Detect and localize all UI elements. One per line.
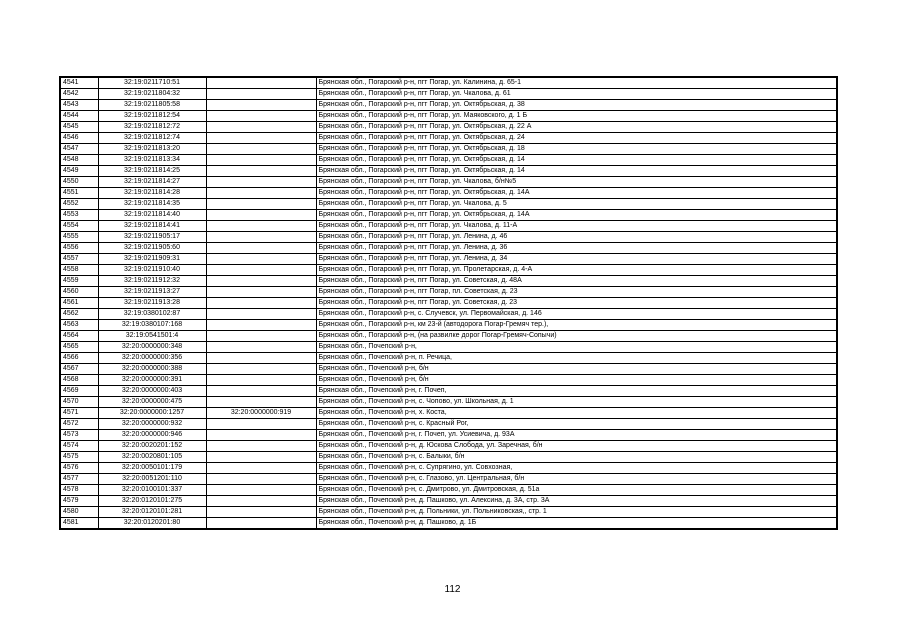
cadastral-number-cell: 32:19:0211812:54 [98, 111, 206, 122]
cadastral-number-cell: 32:19:0211814:27 [98, 177, 206, 188]
address-cell: Брянская обл., Погарский р-н, пгт Погар, ул. Чкалова, д. 61 [316, 89, 837, 100]
address-cell: Брянская обл., Почепский р-н, с. Балыки, б/н [316, 452, 837, 463]
previous-cadastral-number-cell [206, 287, 316, 298]
cadastral-number-cell: 32:20:0000000:391 [98, 375, 206, 386]
row-number-cell: 4574 [60, 441, 98, 452]
address-cell: Брянская обл., Почепский р-н, б/н [316, 375, 837, 386]
table-row [60, 463, 837, 474]
previous-cadastral-number-cell [206, 111, 316, 122]
table-row [60, 287, 837, 298]
previous-cadastral-number-cell [206, 77, 316, 89]
table-row [60, 77, 837, 89]
row-number-cell: 4559 [60, 276, 98, 287]
cadastral-number-cell: 32:20:0020801:105 [98, 452, 206, 463]
cadastral-number-cell: 32:19:0211805:58 [98, 100, 206, 111]
previous-cadastral-number-cell [206, 276, 316, 287]
address-cell: Брянская обл., Почепский р-н, д. Юскова Слобода, ул. Заречная, б/н [316, 441, 837, 452]
row-number-cell: 4572 [60, 419, 98, 430]
row-number-cell: 4544 [60, 111, 98, 122]
row-number-cell: 4546 [60, 133, 98, 144]
address-cell: Брянская обл., Погарский р-н, пгт Погар, ул. Калинина, д. 65-1 [316, 77, 837, 89]
row-number-cell: 4570 [60, 397, 98, 408]
cadastral-number-cell: 32:19:0211905:60 [98, 243, 206, 254]
table-row [60, 331, 837, 342]
address-cell: Брянская обл., Погарский р-н, пгт Погар, ул. Чкалова, д. 11-А [316, 221, 837, 232]
row-number-cell: 4565 [60, 342, 98, 353]
address-cell: Брянская обл., Почепский р-н, г. Почеп, [316, 386, 837, 397]
address-cell: Брянская обл., Погарский р-н, км 23-й (автодорога Погар-Гремяч тер.), [316, 320, 837, 331]
table-row [60, 485, 837, 496]
cadastral-number-cell: 32:20:0000000:388 [98, 364, 206, 375]
row-number-cell: 4547 [60, 144, 98, 155]
table-row [60, 111, 837, 122]
previous-cadastral-number-cell [206, 463, 316, 474]
table-row [60, 276, 837, 287]
row-number-cell: 4580 [60, 507, 98, 518]
row-number-cell: 4554 [60, 221, 98, 232]
row-number-cell: 4557 [60, 254, 98, 265]
page-number: 112 [444, 584, 461, 595]
cadastral-number-cell: 32:20:0000000:348 [98, 342, 206, 353]
address-cell: Брянская обл., Погарский р-н, с. Случевск, ул. Первомайская, д. 146 [316, 309, 837, 320]
address-cell: Брянская обл., Погарский р-н, пгт Погар, ул. Ленина, д. 46 [316, 232, 837, 243]
row-number-cell: 4549 [60, 166, 98, 177]
registry-table-body [60, 77, 837, 529]
cadastral-number-cell: 32:20:0020201:152 [98, 441, 206, 452]
table-row [60, 507, 837, 518]
row-number-cell: 4551 [60, 188, 98, 199]
table-row [60, 122, 837, 133]
table-row [60, 155, 837, 166]
table-row [60, 144, 837, 155]
row-number-cell: 4566 [60, 353, 98, 364]
previous-cadastral-number-cell [206, 100, 316, 111]
row-number-cell: 4558 [60, 265, 98, 276]
row-number-cell: 4573 [60, 430, 98, 441]
row-number-cell: 4576 [60, 463, 98, 474]
row-number-cell: 4571 [60, 408, 98, 419]
previous-cadastral-number-cell [206, 210, 316, 221]
cadastral-number-cell: 32:20:0000000:475 [98, 397, 206, 408]
address-cell: Брянская обл., Почепский р-н, б/н [316, 364, 837, 375]
cadastral-number-cell: 32:19:0211912:32 [98, 276, 206, 287]
previous-cadastral-number-cell [206, 133, 316, 144]
row-number-cell: 4542 [60, 89, 98, 100]
table-row [60, 199, 837, 210]
row-number-cell: 4552 [60, 199, 98, 210]
table-row [60, 221, 837, 232]
table-row [60, 254, 837, 265]
table-row [60, 265, 837, 276]
cadastral-number-cell: 32:19:0380102:87 [98, 309, 206, 320]
row-number-cell: 4564 [60, 331, 98, 342]
cadastral-number-cell: 32:19:0211814:41 [98, 221, 206, 232]
row-number-cell: 4579 [60, 496, 98, 507]
previous-cadastral-number-cell [206, 298, 316, 309]
previous-cadastral-number-cell [206, 485, 316, 496]
previous-cadastral-number-cell [206, 188, 316, 199]
address-cell: Брянская обл., Погарский р-н, пгт Погар, ул. Советская, д. 48А [316, 276, 837, 287]
address-cell: Брянская обл., Почепский р-н, д. Пашково, ул. Алексина, д. 3А, стр. 3А [316, 496, 837, 507]
address-cell: Брянская обл., Почепский р-н, п. Речица, [316, 353, 837, 364]
row-number-cell: 4562 [60, 309, 98, 320]
cadastral-number-cell: 32:19:0211813:34 [98, 155, 206, 166]
cadastral-number-cell: 32:20:0000000:932 [98, 419, 206, 430]
row-number-cell: 4561 [60, 298, 98, 309]
row-number-cell: 4569 [60, 386, 98, 397]
table-row [60, 177, 837, 188]
previous-cadastral-number-cell [206, 342, 316, 353]
previous-cadastral-number-cell [206, 265, 316, 276]
previous-cadastral-number-cell [206, 331, 316, 342]
previous-cadastral-number-cell [206, 353, 316, 364]
previous-cadastral-number-cell [206, 309, 316, 320]
previous-cadastral-number-cell [206, 518, 316, 530]
previous-cadastral-number-cell [206, 166, 316, 177]
cadastral-number-cell: 32:19:0211913:27 [98, 287, 206, 298]
cadastral-number-cell: 32:19:0211814:28 [98, 188, 206, 199]
row-number-cell: 4541 [60, 77, 98, 89]
row-number-cell: 4550 [60, 177, 98, 188]
table-row [60, 474, 837, 485]
previous-cadastral-number-cell [206, 199, 316, 210]
address-cell: Брянская обл., Погарский р-н, пгт Погар, ул. Пролетарская, д. 4-А [316, 265, 837, 276]
table-row [60, 364, 837, 375]
previous-cadastral-number-cell [206, 474, 316, 485]
address-cell: Брянская обл., Погарский р-н, пгт Погар, ул. Советская, д. 23 [316, 298, 837, 309]
previous-cadastral-number-cell [206, 386, 316, 397]
cadastral-number-cell: 32:20:0000000:946 [98, 430, 206, 441]
table-row [60, 298, 837, 309]
table-row [60, 397, 837, 408]
address-cell: Брянская обл., Погарский р-н, (на развилке дорог Погар-Гремяч-Сопычи) [316, 331, 837, 342]
cadastral-number-cell: 32:19:0211910:40 [98, 265, 206, 276]
table-row [60, 210, 837, 221]
address-cell: Брянская обл., Погарский р-н, пгт Погар, пл. Советская, д. 23 [316, 287, 837, 298]
address-cell: Брянская обл., Почепский р-н, д. Польники, ул. Польниковская,, стр. 1 [316, 507, 837, 518]
row-number-cell: 4581 [60, 518, 98, 530]
address-cell: Брянская обл., Погарский р-н, пгт Погар, ул. Октябрьская, д. 14 [316, 166, 837, 177]
cadastral-number-cell: 32:19:0211814:25 [98, 166, 206, 177]
table-row [60, 309, 837, 320]
cadastral-number-cell: 32:20:0000000:1257 [98, 408, 206, 419]
previous-cadastral-number-cell [206, 364, 316, 375]
table-row [60, 232, 837, 243]
cadastral-number-cell: 32:19:0211804:32 [98, 89, 206, 100]
previous-cadastral-number-cell [206, 232, 316, 243]
cadastral-number-cell: 32:20:0100101:337 [98, 485, 206, 496]
cadastral-number-cell: 32:20:0050101:179 [98, 463, 206, 474]
address-cell: Брянская обл., Почепский р-н, с. Дмитрово, ул. Дмитровская, д. 51а [316, 485, 837, 496]
address-cell: Брянская обл., Почепский р-н, д. Пашково, д. 1Б [316, 518, 837, 530]
address-cell: Брянская обл., Почепский р-н, с. Супрягино, ул. Совхозная, [316, 463, 837, 474]
address-cell: Брянская обл., Погарский р-н, пгт Погар, ул. Октябрьская, д. 24 [316, 133, 837, 144]
address-cell: Брянская обл., Почепский р-н, [316, 342, 837, 353]
row-number-cell: 4578 [60, 485, 98, 496]
cadastral-number-cell: 32:19:0211812:72 [98, 122, 206, 133]
previous-cadastral-number-cell [206, 89, 316, 100]
previous-cadastral-number-cell [206, 320, 316, 331]
previous-cadastral-number-cell [206, 397, 316, 408]
previous-cadastral-number-cell [206, 254, 316, 265]
table-row [60, 518, 837, 530]
cadastral-number-cell: 32:20:0120201:80 [98, 518, 206, 530]
table-row [60, 408, 837, 419]
row-number-cell: 4548 [60, 155, 98, 166]
table-row [60, 375, 837, 386]
address-cell: Брянская обл., Почепский р-н, с. Глазово, ул. Центральная, б/н [316, 474, 837, 485]
row-number-cell: 4575 [60, 452, 98, 463]
cadastral-number-cell: 32:19:0211814:35 [98, 199, 206, 210]
previous-cadastral-number-cell [206, 507, 316, 518]
table-row [60, 386, 837, 397]
table-row [60, 133, 837, 144]
address-cell: Брянская обл., Почепский р-н, г. Почеп, ул. Усиевича, д. 93А [316, 430, 837, 441]
address-cell: Брянская обл., Погарский р-н, пгт Погар, ул. Ленина, д. 34 [316, 254, 837, 265]
table-row [60, 320, 837, 331]
address-cell: Брянская обл., Погарский р-н, пгт Погар, ул. Ленина, д. 36 [316, 243, 837, 254]
row-number-cell: 4543 [60, 100, 98, 111]
table-row [60, 100, 837, 111]
previous-cadastral-number-cell [206, 122, 316, 133]
cadastral-number-cell: 32:19:0380107:168 [98, 320, 206, 331]
cadastral-number-cell: 32:20:0120101:281 [98, 507, 206, 518]
cadastral-number-cell: 32:19:0211905:17 [98, 232, 206, 243]
cadastral-number-cell: 32:20:0000000:356 [98, 353, 206, 364]
address-cell: Брянская обл., Почепский р-н, х. Коста, [316, 408, 837, 419]
previous-cadastral-number-cell [206, 441, 316, 452]
registry-table [59, 76, 838, 530]
cadastral-number-cell: 32:20:0051201:110 [98, 474, 206, 485]
previous-cadastral-number-cell [206, 177, 316, 188]
row-number-cell: 4560 [60, 287, 98, 298]
row-number-cell: 4556 [60, 243, 98, 254]
cadastral-number-cell: 32:19:0211814:40 [98, 210, 206, 221]
address-cell: Брянская обл., Погарский р-н, пгт Погар, ул. Октябрьская, д. 18 [316, 144, 837, 155]
address-cell: Брянская обл., Погарский р-н, пгт Погар, ул. Чкалова, б/н№5 [316, 177, 837, 188]
cadastral-number-cell: 32:19:0211813:20 [98, 144, 206, 155]
address-cell: Брянская обл., Почепский р-н, с. Красный Рог, [316, 419, 837, 430]
previous-cadastral-number-cell [206, 452, 316, 463]
table-row [60, 430, 837, 441]
address-cell: Брянская обл., Погарский р-н, пгт Погар, ул. Октябрьская, д. 14 [316, 155, 837, 166]
previous-cadastral-number-cell [206, 496, 316, 507]
row-number-cell: 4568 [60, 375, 98, 386]
table-row [60, 89, 837, 100]
address-cell: Брянская обл., Погарский р-н, пгт Погар, ул. Октябрьская, д. 22 А [316, 122, 837, 133]
address-cell: Брянская обл., Погарский р-н, пгт Погар, ул. Октябрьская, д. 14А [316, 188, 837, 199]
previous-cadastral-number-cell: 32:20:0000000:919 [206, 408, 316, 419]
address-cell: Брянская обл., Погарский р-н, пгт Погар, ул. Чкалова, д. 5 [316, 199, 837, 210]
cadastral-number-cell: 32:20:0120101:275 [98, 496, 206, 507]
previous-cadastral-number-cell [206, 155, 316, 166]
previous-cadastral-number-cell [206, 221, 316, 232]
table-row [60, 342, 837, 353]
table-row [60, 452, 837, 463]
address-cell: Брянская обл., Погарский р-н, пгт Погар, ул. Октябрьская, д. 14А [316, 210, 837, 221]
cadastral-number-cell: 32:19:0211909:31 [98, 254, 206, 265]
cadastral-number-cell: 32:19:0211710:51 [98, 77, 206, 89]
address-cell: Брянская обл., Почепский р-н, с. Чоповo, ул. Школьная, д. 1 [316, 397, 837, 408]
table-row [60, 496, 837, 507]
table-row [60, 353, 837, 364]
row-number-cell: 4563 [60, 320, 98, 331]
row-number-cell: 4545 [60, 122, 98, 133]
previous-cadastral-number-cell [206, 144, 316, 155]
address-cell: Брянская обл., Погарский р-н, пгт Погар, ул. Маяковского, д. 1 Б [316, 111, 837, 122]
previous-cadastral-number-cell [206, 419, 316, 430]
table-row [60, 441, 837, 452]
table-row [60, 243, 837, 254]
row-number-cell: 4555 [60, 232, 98, 243]
table-row [60, 166, 837, 177]
row-number-cell: 4553 [60, 210, 98, 221]
cadastral-number-cell: 32:20:0000000:403 [98, 386, 206, 397]
address-cell: Брянская обл., Погарский р-н, пгт Погар, ул. Октябрьская, д. 38 [316, 100, 837, 111]
table-row [60, 419, 837, 430]
table-row [60, 188, 837, 199]
row-number-cell: 4577 [60, 474, 98, 485]
row-number-cell: 4567 [60, 364, 98, 375]
previous-cadastral-number-cell [206, 243, 316, 254]
previous-cadastral-number-cell [206, 375, 316, 386]
cadastral-number-cell: 32:19:0541501:4 [98, 331, 206, 342]
cadastral-number-cell: 32:19:0211913:28 [98, 298, 206, 309]
cadastral-number-cell: 32:19:0211812:74 [98, 133, 206, 144]
previous-cadastral-number-cell [206, 430, 316, 441]
